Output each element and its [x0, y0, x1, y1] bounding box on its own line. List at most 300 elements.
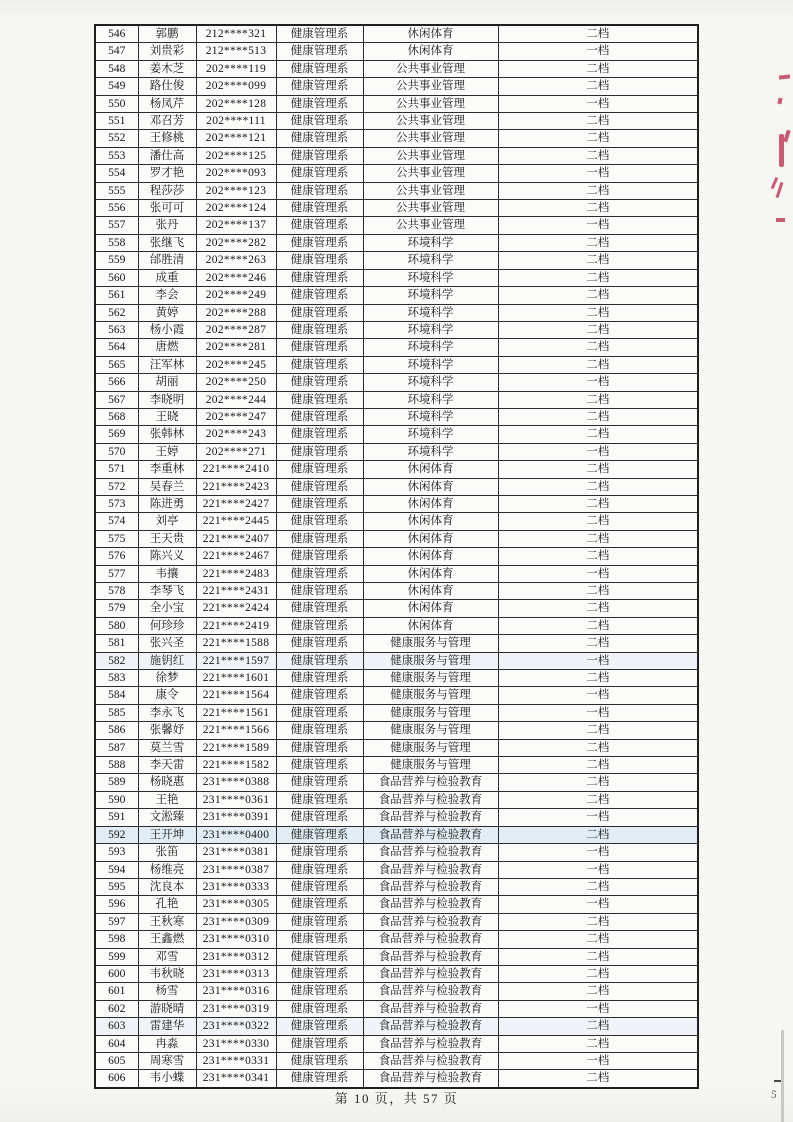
cell-index: 586	[95, 722, 138, 739]
cell-tier: 二档	[498, 617, 698, 634]
cell-student-id: 231****0333	[196, 878, 276, 895]
student-roster-table-body	[95, 25, 698, 1088]
cell-student-id: 221****2431	[196, 583, 276, 600]
cell-department: 健康管理系	[276, 374, 363, 391]
cell-major: 环境科学	[363, 321, 498, 338]
cell-tier: 一档	[498, 1052, 698, 1069]
cell-department: 健康管理系	[276, 913, 363, 930]
table-row	[95, 339, 698, 356]
cell-tier: 二档	[498, 1070, 698, 1088]
cell-name: 潘仕高	[138, 147, 196, 164]
cell-index: 553	[95, 147, 138, 164]
cell-student-id: 231****0312	[196, 948, 276, 965]
cell-department: 健康管理系	[276, 617, 363, 634]
cell-name: 王艳	[138, 791, 196, 808]
table-row	[95, 687, 698, 704]
cell-tier: 二档	[498, 182, 698, 199]
cell-tier: 一档	[498, 43, 698, 60]
cell-name: 程莎莎	[138, 182, 196, 199]
cell-student-id: 221****1589	[196, 739, 276, 756]
cell-index: 587	[95, 739, 138, 756]
cell-index: 554	[95, 165, 138, 182]
cell-name: 邓召芳	[138, 113, 196, 130]
cell-major: 健康服务与管理	[363, 757, 498, 774]
cell-name: 施钥红	[138, 652, 196, 669]
cell-index: 551	[95, 113, 138, 130]
cell-tier: 二档	[498, 60, 698, 77]
cell-student-id: 202****123	[196, 182, 276, 199]
cell-index: 601	[95, 983, 138, 1000]
cell-student-id: 202****247	[196, 408, 276, 425]
cell-student-id: 231****0319	[196, 1000, 276, 1017]
cell-student-id: 202****245	[196, 356, 276, 373]
cell-name: 李晓明	[138, 391, 196, 408]
cell-student-id: 212****513	[196, 43, 276, 60]
cell-index: 571	[95, 461, 138, 478]
cell-student-id: 202****099	[196, 78, 276, 95]
cell-student-id: 221****2427	[196, 495, 276, 512]
cell-student-id: 202****119	[196, 60, 276, 77]
cell-tier: 二档	[498, 583, 698, 600]
table-row	[95, 1018, 698, 1035]
cell-tier: 二档	[498, 147, 698, 164]
cell-name: 全小宝	[138, 600, 196, 617]
table-row	[95, 722, 698, 739]
table-row	[95, 791, 698, 808]
cell-name: 胡丽	[138, 374, 196, 391]
cell-name: 杨凤芹	[138, 95, 196, 112]
cell-tier: 二档	[498, 774, 698, 791]
table-row	[95, 461, 698, 478]
cell-student-id: 221****1561	[196, 704, 276, 721]
cell-department: 健康管理系	[276, 113, 363, 130]
cell-student-id: 231****0388	[196, 774, 276, 791]
cell-department: 健康管理系	[276, 304, 363, 321]
table-row	[95, 391, 698, 408]
cell-tier: 二档	[498, 408, 698, 425]
table-row	[95, 983, 698, 1000]
cell-tier: 二档	[498, 287, 698, 304]
cell-tier: 二档	[498, 1018, 698, 1035]
cell-department: 健康管理系	[276, 826, 363, 843]
cell-student-id: 221****1588	[196, 635, 276, 652]
cell-major: 食品营养与检验教育	[363, 1052, 498, 1069]
cell-major: 食品营养与检验教育	[363, 896, 498, 913]
cell-student-id: 231****0341	[196, 1070, 276, 1088]
cell-department: 健康管理系	[276, 182, 363, 199]
cell-name: 张馨妤	[138, 722, 196, 739]
cell-index: 547	[95, 43, 138, 60]
cell-index: 573	[95, 495, 138, 512]
cell-index: 579	[95, 600, 138, 617]
cell-index: 593	[95, 844, 138, 861]
cell-major: 食品营养与检验教育	[363, 774, 498, 791]
cell-student-id: 221****1601	[196, 670, 276, 687]
cell-student-id: 202****250	[196, 374, 276, 391]
cell-index: 563	[95, 321, 138, 338]
cell-department: 健康管理系	[276, 1000, 363, 1017]
cell-tier: 二档	[498, 913, 698, 930]
cell-tier: 一档	[498, 652, 698, 669]
cell-name: 黄婷	[138, 304, 196, 321]
table-row	[95, 948, 698, 965]
cell-student-id: 202****124	[196, 200, 276, 217]
table-row	[95, 234, 698, 251]
cell-tier: 一档	[498, 1000, 698, 1017]
table-row	[95, 913, 698, 930]
cell-index: 565	[95, 356, 138, 373]
cell-major: 环境科学	[363, 287, 498, 304]
cell-name: 徐梦	[138, 670, 196, 687]
cell-name: 李重林	[138, 461, 196, 478]
cell-name: 郭鹏	[138, 25, 196, 43]
table-row	[95, 78, 698, 95]
cell-student-id: 221****1564	[196, 687, 276, 704]
cell-tier: 一档	[498, 565, 698, 582]
cell-student-id: 202****111	[196, 113, 276, 130]
cell-tier: 二档	[498, 304, 698, 321]
cell-major: 食品营养与检验教育	[363, 1018, 498, 1035]
cell-tier: 二档	[498, 513, 698, 530]
table-row	[95, 217, 698, 234]
cell-name: 李会	[138, 287, 196, 304]
table-row	[95, 878, 698, 895]
table-row	[95, 60, 698, 77]
cell-index: 555	[95, 182, 138, 199]
cell-index: 576	[95, 548, 138, 565]
cell-index: 602	[95, 1000, 138, 1017]
cell-department: 健康管理系	[276, 321, 363, 338]
page-number-footer: 第 10 页，共 57 页	[334, 1091, 459, 1106]
cell-index: 572	[95, 478, 138, 495]
cell-tier: 二档	[498, 878, 698, 895]
cell-name: 韦攘	[138, 565, 196, 582]
cell-tier: 一档	[498, 704, 698, 721]
cell-index: 595	[95, 878, 138, 895]
table-row	[95, 826, 698, 843]
table-row	[95, 356, 698, 373]
table-row	[95, 635, 698, 652]
cell-major: 食品营养与检验教育	[363, 878, 498, 895]
cell-tier: 一档	[498, 809, 698, 826]
cell-department: 健康管理系	[276, 791, 363, 808]
table-row	[95, 1035, 698, 1052]
cell-major: 环境科学	[363, 356, 498, 373]
scan-edge-strip	[781, 1030, 784, 1122]
cell-department: 健康管理系	[276, 513, 363, 530]
cell-student-id: 202****271	[196, 443, 276, 460]
cell-index: 597	[95, 913, 138, 930]
table-row	[95, 809, 698, 826]
cell-tier: 二档	[498, 78, 698, 95]
cell-department: 健康管理系	[276, 861, 363, 878]
table-row	[95, 113, 698, 130]
cell-student-id: 202****243	[196, 426, 276, 443]
cell-student-id: 231****0322	[196, 1018, 276, 1035]
cell-major: 食品营养与检验教育	[363, 965, 498, 982]
red-stamp-fragment-icon	[777, 98, 782, 105]
cell-department: 健康管理系	[276, 530, 363, 547]
cell-major: 公共事业管理	[363, 78, 498, 95]
cell-major: 休闲体育	[363, 513, 498, 530]
table-row	[95, 757, 698, 774]
cell-major: 公共事业管理	[363, 217, 498, 234]
table-row	[95, 443, 698, 460]
table-row	[95, 652, 698, 669]
red-stamp-fragment-icon	[771, 177, 779, 189]
cell-index: 591	[95, 809, 138, 826]
cell-major: 休闲体育	[363, 530, 498, 547]
cell-tier: 二档	[498, 670, 698, 687]
table-row	[95, 408, 698, 425]
cell-department: 健康管理系	[276, 931, 363, 948]
cell-department: 健康管理系	[276, 670, 363, 687]
cell-index: 596	[95, 896, 138, 913]
cell-major: 健康服务与管理	[363, 722, 498, 739]
cell-name: 韦小蝶	[138, 1070, 196, 1088]
table-row	[95, 1000, 698, 1017]
table-row	[95, 426, 698, 443]
cell-student-id: 202****137	[196, 217, 276, 234]
cell-major: 食品营养与检验教育	[363, 1000, 498, 1017]
cell-major: 环境科学	[363, 374, 498, 391]
cell-tier: 二档	[498, 252, 698, 269]
cell-index: 566	[95, 374, 138, 391]
cell-index: 552	[95, 130, 138, 147]
cell-index: 559	[95, 252, 138, 269]
table-row	[95, 478, 698, 495]
cell-student-id: 202****288	[196, 304, 276, 321]
cell-tier: 二档	[498, 495, 698, 512]
cell-student-id: 221****1582	[196, 757, 276, 774]
cell-major: 环境科学	[363, 426, 498, 443]
cell-major: 公共事业管理	[363, 60, 498, 77]
cell-index: 564	[95, 339, 138, 356]
cell-index: 585	[95, 704, 138, 721]
cell-major: 环境科学	[363, 339, 498, 356]
cell-department: 健康管理系	[276, 339, 363, 356]
cell-tier: 二档	[498, 600, 698, 617]
table-row	[95, 130, 698, 147]
cell-student-id: 231****0400	[196, 826, 276, 843]
cell-major: 食品营养与检验教育	[363, 1070, 498, 1088]
cell-department: 健康管理系	[276, 25, 363, 43]
student-roster-table	[94, 24, 699, 1089]
cell-tier: 二档	[498, 130, 698, 147]
cell-major: 休闲体育	[363, 583, 498, 600]
table-row	[95, 25, 698, 43]
cell-index: 594	[95, 861, 138, 878]
cell-major: 公共事业管理	[363, 182, 498, 199]
cell-tier: 一档	[498, 896, 698, 913]
cell-major: 休闲体育	[363, 461, 498, 478]
cell-index: 567	[95, 391, 138, 408]
cell-major: 休闲体育	[363, 600, 498, 617]
cell-department: 健康管理系	[276, 774, 363, 791]
cell-index: 550	[95, 95, 138, 112]
cell-tier: 一档	[498, 861, 698, 878]
red-stamp-fragment-icon	[783, 130, 791, 143]
cell-name: 何珍珍	[138, 617, 196, 634]
cell-tier: 二档	[498, 234, 698, 251]
cell-student-id: 202****249	[196, 287, 276, 304]
cell-tier: 二档	[498, 200, 698, 217]
cell-major: 公共事业管理	[363, 200, 498, 217]
cell-department: 健康管理系	[276, 234, 363, 251]
table-row	[95, 896, 698, 913]
cell-name: 张丹	[138, 217, 196, 234]
cell-department: 健康管理系	[276, 495, 363, 512]
cell-department: 健康管理系	[276, 147, 363, 164]
table-row	[95, 495, 698, 512]
cell-index: 584	[95, 687, 138, 704]
cell-student-id: 231****0381	[196, 844, 276, 861]
cell-name: 李永飞	[138, 704, 196, 721]
cell-tier: 二档	[498, 739, 698, 756]
cell-department: 健康管理系	[276, 252, 363, 269]
cell-department: 健康管理系	[276, 287, 363, 304]
cell-student-id: 221****1566	[196, 722, 276, 739]
cell-tier: 二档	[498, 635, 698, 652]
cell-name: 杨维亮	[138, 861, 196, 878]
cell-name: 杨小霞	[138, 321, 196, 338]
cell-major: 食品营养与检验教育	[363, 913, 498, 930]
cell-department: 健康管理系	[276, 443, 363, 460]
cell-name: 成重	[138, 269, 196, 286]
cell-name: 雷建华	[138, 1018, 196, 1035]
cell-tier: 一档	[498, 95, 698, 112]
cell-index: 578	[95, 583, 138, 600]
cell-student-id: 231****0331	[196, 1052, 276, 1069]
cell-department: 健康管理系	[276, 130, 363, 147]
cell-name: 王修桃	[138, 130, 196, 147]
table-row	[95, 165, 698, 182]
cell-name: 文淞臻	[138, 809, 196, 826]
table-row	[95, 530, 698, 547]
cell-major: 食品营养与检验教育	[363, 983, 498, 1000]
cell-department: 健康管理系	[276, 739, 363, 756]
cell-index: 599	[95, 948, 138, 965]
cell-student-id: 231****0310	[196, 931, 276, 948]
cell-student-id: 202****125	[196, 147, 276, 164]
cell-student-id: 212****321	[196, 25, 276, 43]
table-row	[95, 513, 698, 530]
cell-department: 健康管理系	[276, 269, 363, 286]
table-row	[95, 617, 698, 634]
cell-student-id: 221****2467	[196, 548, 276, 565]
cell-tier: 一档	[498, 374, 698, 391]
cell-tier: 一档	[498, 443, 698, 460]
table-row	[95, 861, 698, 878]
cell-department: 健康管理系	[276, 461, 363, 478]
cell-student-id: 231****0330	[196, 1035, 276, 1052]
table-row	[95, 304, 698, 321]
cell-index: 569	[95, 426, 138, 443]
cell-tier: 一档	[498, 844, 698, 861]
cell-major: 健康服务与管理	[363, 670, 498, 687]
cell-tier: 二档	[498, 113, 698, 130]
cell-index: 581	[95, 635, 138, 652]
cell-student-id: 202****282	[196, 234, 276, 251]
cell-name: 李琴飞	[138, 583, 196, 600]
red-stamp-fragment-icon	[779, 74, 790, 79]
scan-edge-mark	[774, 1080, 781, 1082]
cell-major: 休闲体育	[363, 495, 498, 512]
cell-tier: 二档	[498, 25, 698, 43]
cell-major: 环境科学	[363, 443, 498, 460]
cell-name: 王开坤	[138, 826, 196, 843]
cell-name: 康令	[138, 687, 196, 704]
cell-name: 姜木芝	[138, 60, 196, 77]
cell-name: 冉淼	[138, 1035, 196, 1052]
cell-index: 605	[95, 1052, 138, 1069]
cell-major: 健康服务与管理	[363, 687, 498, 704]
cell-index: 557	[95, 217, 138, 234]
cell-name: 吴春兰	[138, 478, 196, 495]
cell-name: 周寒雪	[138, 1052, 196, 1069]
cell-department: 健康管理系	[276, 896, 363, 913]
cell-major: 休闲体育	[363, 43, 498, 60]
cell-tier: 一档	[498, 165, 698, 182]
cell-index: 561	[95, 287, 138, 304]
cell-student-id: 221****2483	[196, 565, 276, 582]
cell-major: 食品营养与检验教育	[363, 1035, 498, 1052]
cell-major: 健康服务与管理	[363, 704, 498, 721]
table-row	[95, 147, 698, 164]
cell-tier: 二档	[498, 426, 698, 443]
table-row	[95, 321, 698, 338]
cell-tier: 一档	[498, 687, 698, 704]
cell-index: 589	[95, 774, 138, 791]
cell-tier: 二档	[498, 461, 698, 478]
table-row	[95, 583, 698, 600]
cell-department: 健康管理系	[276, 878, 363, 895]
table-row	[95, 1052, 698, 1069]
cell-department: 健康管理系	[276, 844, 363, 861]
cell-student-id: 202****263	[196, 252, 276, 269]
table-row	[95, 565, 698, 582]
cell-tier: 二档	[498, 530, 698, 547]
table-row	[95, 600, 698, 617]
cell-student-id: 231****0316	[196, 983, 276, 1000]
cell-department: 健康管理系	[276, 78, 363, 95]
table-row	[95, 739, 698, 756]
cell-department: 健康管理系	[276, 1052, 363, 1069]
cell-name: 王婷	[138, 443, 196, 460]
cell-student-id: 231****0391	[196, 809, 276, 826]
cell-major: 休闲体育	[363, 478, 498, 495]
cell-tier: 二档	[498, 757, 698, 774]
cell-department: 健康管理系	[276, 1070, 363, 1088]
cell-department: 健康管理系	[276, 565, 363, 582]
cell-major: 健康服务与管理	[363, 635, 498, 652]
cell-major: 食品营养与检验教育	[363, 931, 498, 948]
cell-index: 577	[95, 565, 138, 582]
cell-tier: 二档	[498, 321, 698, 338]
cell-major: 公共事业管理	[363, 147, 498, 164]
cell-major: 食品营养与检验教育	[363, 844, 498, 861]
cell-major: 休闲体育	[363, 565, 498, 582]
cell-name: 张韩林	[138, 426, 196, 443]
cell-student-id: 221****2445	[196, 513, 276, 530]
cell-student-id: 202****121	[196, 130, 276, 147]
cell-major: 环境科学	[363, 304, 498, 321]
cell-major: 食品营养与检验教育	[363, 948, 498, 965]
cell-department: 健康管理系	[276, 809, 363, 826]
cell-tier: 二档	[498, 948, 698, 965]
table-row	[95, 252, 698, 269]
cell-index: 592	[95, 826, 138, 843]
